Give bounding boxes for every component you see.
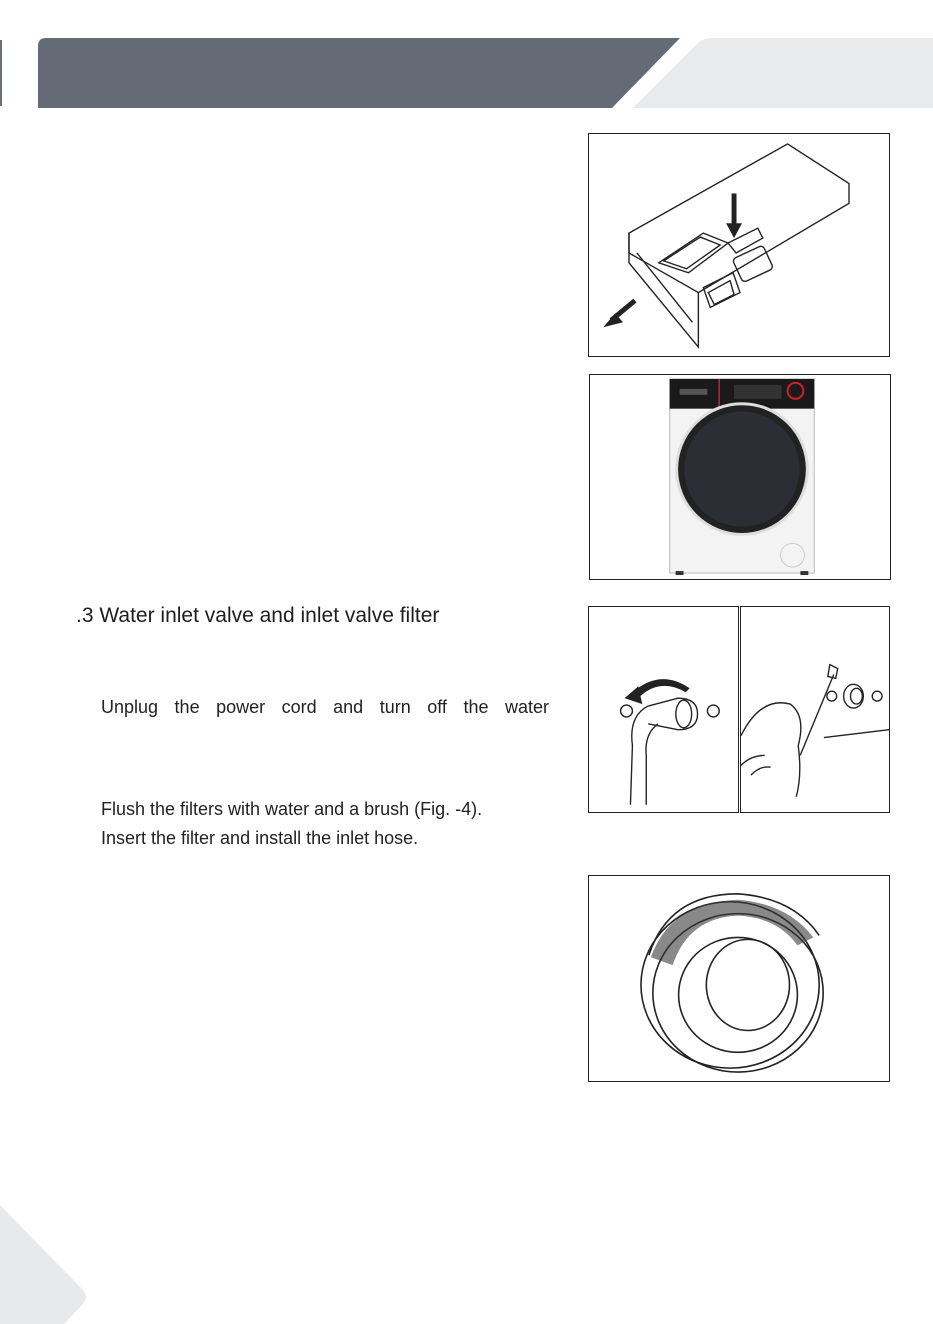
section-title: .3 Water inlet valve and inlet valve filter (76, 604, 440, 627)
figure-detergent-drawer (588, 133, 890, 357)
figure-filter-brush (740, 606, 890, 813)
figure-washing-machine (589, 374, 891, 580)
figure-drum (588, 875, 890, 1082)
step-unplug: Unplug the power cord and turn off the water (101, 697, 549, 717)
page-corner-tab (0, 1205, 90, 1324)
figure-inlet-valve-unscrew (588, 606, 739, 813)
drum-icon (589, 876, 889, 1081)
page-edge-marker (0, 40, 2, 106)
inlet-valve-unscrew-icon (589, 607, 738, 812)
filter-brush-icon (741, 607, 889, 812)
step-insert-filter: Insert the filter and install the inlet hose. (101, 828, 419, 848)
header-tab (633, 38, 933, 108)
header-bar (38, 38, 680, 108)
detergent-drawer-icon (589, 134, 889, 356)
step-flush-filters: Flush the filters with water and a brush (Fig. -4). (101, 799, 483, 819)
washing-machine-icon (590, 375, 890, 579)
